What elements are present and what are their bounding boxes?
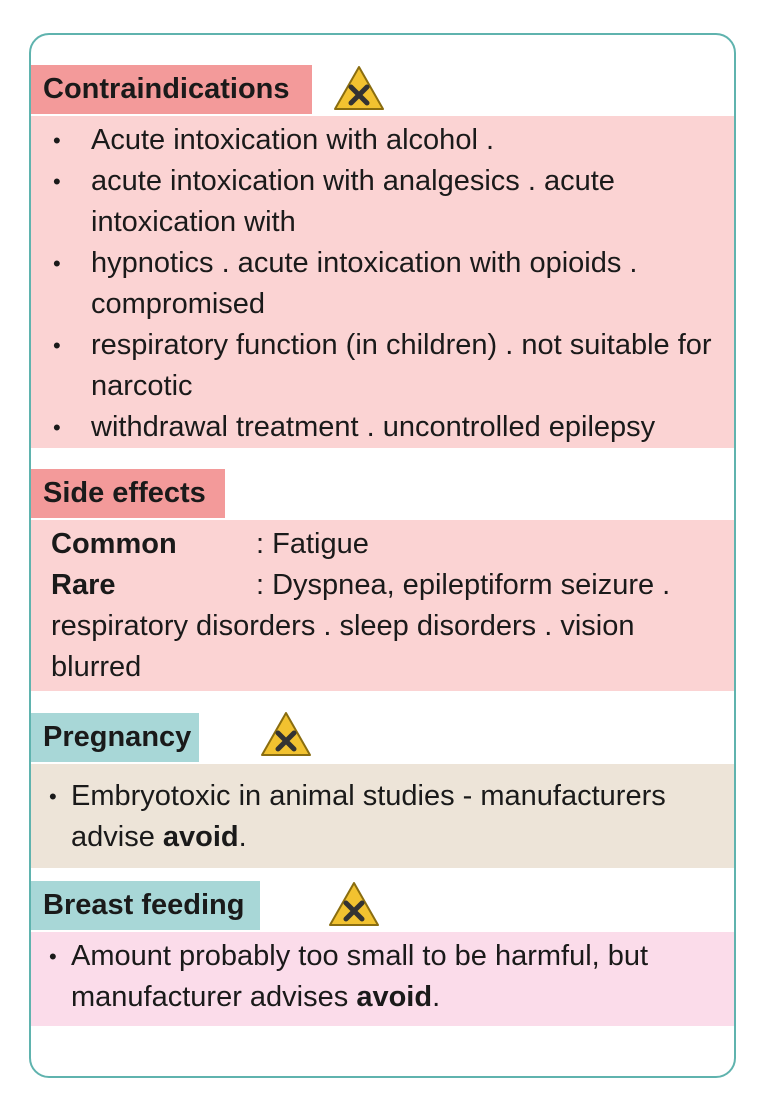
rare-value: : Dyspnea, epileptiform seizure .: [256, 569, 671, 601]
warning-x-icon: [260, 711, 312, 757]
breast-feeding-heading: Breast feeding: [31, 881, 260, 930]
breast-feeding-text-main: Amount probably too small to be harmful, but manufacturer advises: [71, 940, 649, 1013]
breast-feeding-box: [31, 932, 734, 1026]
common-value: : Fatigue: [256, 528, 369, 560]
contraindications-list: [31, 120, 734, 448]
pregnancy-text: [31, 776, 714, 858]
drug-info-card: [29, 33, 736, 1078]
side-effects-rare-row: [51, 565, 714, 606]
contraindications-box: [31, 116, 734, 448]
contraindications-heading: Contraindications: [31, 65, 312, 114]
side-effects-box: [31, 520, 734, 691]
list-item: • hypnotics . acute intoxication with opioids . compromised: [31, 243, 734, 325]
side-effects-common-row: [51, 524, 714, 565]
warning-x-icon: [328, 881, 380, 927]
list-item: • acute intoxication with analgesics . acute intoxication with: [31, 161, 734, 243]
pregnancy-heading: Pregnancy: [31, 713, 199, 762]
list-item: • withdrawal treatment . uncontrolled epilepsy: [31, 407, 734, 448]
breast-feeding-avoid: avoid: [356, 981, 433, 1013]
pregnancy-text-end: .: [238, 821, 247, 853]
pregnancy-box: [31, 764, 734, 868]
breast-feeding-text: [31, 936, 714, 1018]
side-effects-heading: Side effects: [31, 469, 225, 518]
list-item: • Acute intoxication with alcohol .: [31, 120, 734, 161]
common-label: Common: [51, 528, 177, 560]
rare-label: Rare: [51, 569, 116, 601]
pregnancy-avoid: avoid: [162, 821, 239, 853]
breast-feeding-text-end: .: [432, 981, 441, 1013]
warning-x-icon: [333, 65, 385, 111]
list-item: • respiratory function (in children) . not suitable for narcotic: [31, 325, 734, 407]
pregnancy-text-main: Embryotoxic in animal studies - manufacturers advise: [71, 780, 666, 853]
rare-continued: respiratory disorders . sleep disorders . vision blurred: [51, 610, 635, 683]
